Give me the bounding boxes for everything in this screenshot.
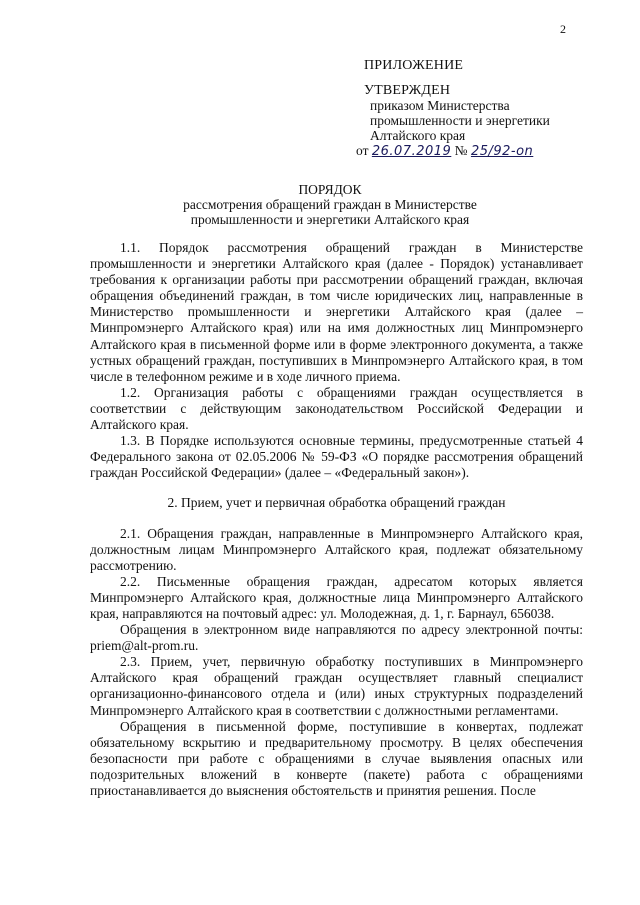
approval-block	[356, 58, 614, 159]
paragraph-2-3: 2.3. Прием, учет, первичную обработку поступивших в Минпромэнерго Алтайского края обращений граждан осуществляет главный специалист организационно-финансового отдела и (или) иных структурных подразделений Минпромэнерго Алтайского края в соответствии с должностными регламентами.	[90, 654, 583, 718]
title-main: ПОРЯДОК	[298, 182, 362, 197]
title-sub-2: промышленности и энергетики Алтайского края	[190, 212, 470, 227]
approved-heading: УТВЕРЖДЕН	[364, 83, 451, 98]
handwritten-date: 26.07.2019	[371, 144, 452, 159]
paragraph-2-2: 2.2. Письменные обращения граждан, адресатом которых является Минпромэнерго Алтайского края, должностные лица Минпромэнерго Алтайского края, направляются на почтовый адрес: ул. Молодежная, д. 1, г. Барнаул, 656038.	[90, 573, 583, 621]
paragraph-2-1: 2.1. Обращения граждан, направленные в Минпромэнерго Алтайского края, должностным лицам Минпромэнерго Алтайского края, подлежат обязательному рассмотрению.	[90, 525, 583, 573]
approval-line-3: Алтайского края	[370, 128, 466, 143]
approval-line-1: приказом Министерства	[370, 98, 510, 113]
page-number: 2	[560, 22, 566, 36]
document-title	[110, 182, 550, 227]
section-2-heading: 2. Прием, учет и первичная обработка обращений граждан	[167, 495, 506, 511]
appendix-heading: ПРИЛОЖЕНИЕ	[364, 58, 464, 73]
document-body	[90, 240, 583, 799]
approval-line-2: промышленности и энергетики	[370, 113, 550, 128]
paragraph-1-3: 1.3. В Порядке используются основные термины, предусмотренные статьей 4 Федерального закона от 02.05.2006 № 59-ФЗ «О порядке рассмотрения обращений граждан Российской Федерации» (далее – «Федеральный закон»).	[90, 433, 583, 481]
approval-date-line	[356, 143, 614, 159]
handwritten-number: 25/92-on	[470, 144, 534, 159]
title-sub-1: рассмотрения обращений граждан в Министерстве	[183, 197, 477, 212]
paragraph-envelopes: Обращения в письменной форме, поступившие в конвертах, подлежат обязательному вскрытию и предварительному просмотру. В целях обеспечения безопасности при работе с обращениями в случае выявления опасных или подозрительных вложений в конверте (пакете) работа с обращениями приостанавливается до выяснения обстоятельств и принятия решения. После	[90, 718, 583, 798]
number-prefix: №	[454, 143, 468, 158]
paragraph-email: Обращения в электронном виде направляются по адресу электронной почты: priem@alt-prom.ru.	[90, 622, 583, 654]
date-prefix: от	[356, 143, 369, 158]
paragraph-1-1: 1.1. Порядок рассмотрения обращений граждан в Министерстве промышленности и энергетики Алтайского края (далее - Порядок) устанавливает требования к организации работы при рассмотрении обращений граждан, включая обращения объединений граждан, в том числе юридических лиц, направленные в Министерство промышленности и энергетики Алтайского края (далее – Минпромэнерго Алтайского края) или на имя должностных лиц Минпромэнерго Алтайского края в письменной форме или в форме электронного документа, а также устных обращений граждан, поступивших в Минпромэнерго Алтайского края, в том числе в телефонном режиме и в ходе личного приема.	[90, 240, 583, 384]
paragraph-1-2: 1.2. Организация работы с обращениями граждан осуществляется в соответствии с действующим законодательством Российской Федерации и Алтайского края.	[90, 384, 583, 433]
